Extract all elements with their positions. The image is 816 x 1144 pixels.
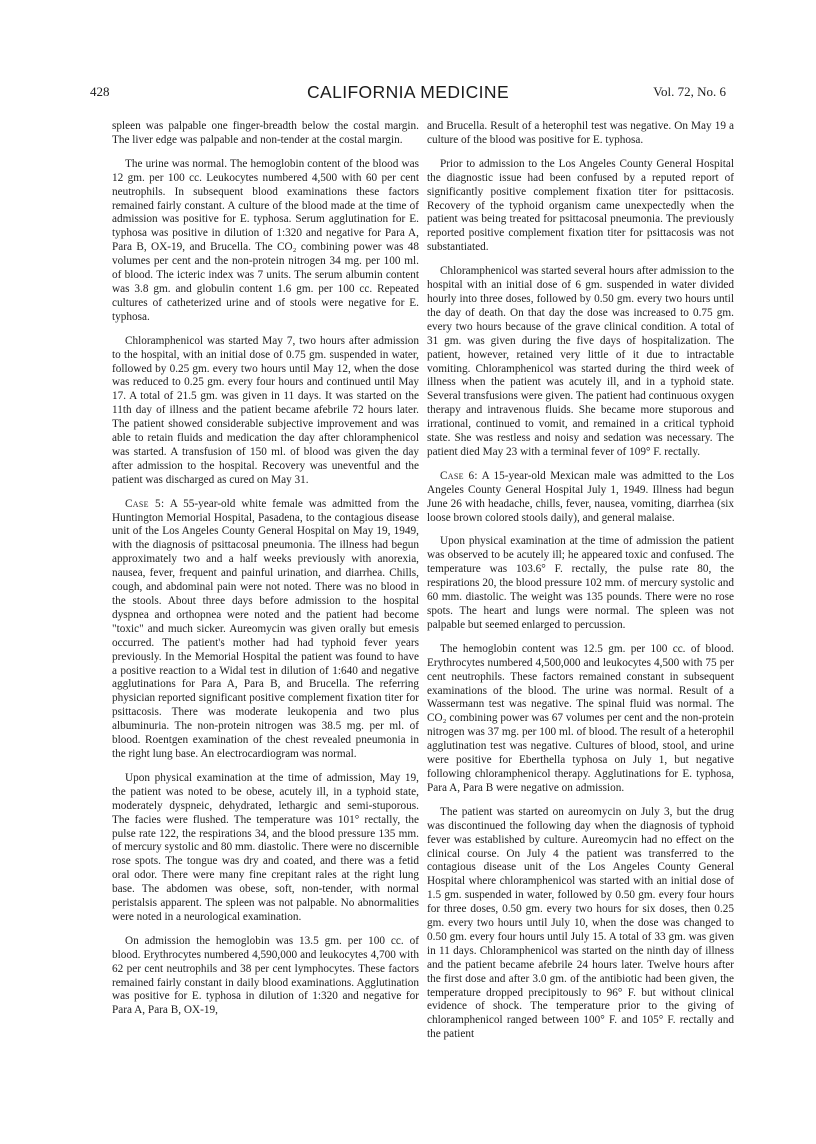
paragraph-aureomycin-case6: The patient was started on aureomycin on July 3, but the drug was discontinued the following day when the diagnosis of typhoid fever was established by culture. Aureomycin had no effect on the clinical course. On July 4 the patient was transferred to the contagious disease unit of the Los Angeles County General Hospital where chloramphenicol was started with an initial dose of 1.5 gm. suspended in water, followed by 0.50 gm. every four hours for three doses, 0.50 gm. every two hours for six doses, then 0.25 gm. every two hours until July 10, when the dose was changed to 0.50 gm. every four hours until July 15. A total of 33 gm. was given in 11 days. Chloramphenicol was started on the ninth day of illness and the patient became afebrile 24 hours later. Twelve hours after the first dose and after 3.0 gm. of the antibiotic had been given, the temperature dropped precipitously to 96° F. but without clinical evidence of shock. The temperature prior to the giving of chloramphenicol ranged between 100° F. and 105° F. rectally and the patient <box>427 805 734 1041</box>
running-head <box>90 82 726 106</box>
volume-issue: Vol. 72, No. 6 <box>653 84 726 99</box>
left-column <box>112 120 419 1028</box>
case-6-label: Case 6: <box>440 469 478 482</box>
page-number: 428 <box>90 84 110 99</box>
paragraph-chloramphenicol-case5: Chloramphenicol was started several hours after admission to the hospital with an initial dose of 6 gm. suspended in water divided hourly into three doses, followed by 0.50 gm. every two hours until the day of death. On that day the dose was increased to 0.75 gm. every two hours because of the grave clinical condition. A total of 31 gm. was given during the five days of hospitalization. The patient, however, retained very little of it due to intractable vomiting. Chloramphenicol was started during the third week of illness when the patient was acutely ill, and in a typhoid state. Several transfusions were given. The patient had continuous oxygen therapy and intravenous fluids. She became more stuporous and irrational, continued to vomit, and remained in a critical typhoid state. She was restless and noisy and sedation was necessary. The patient died May 23 with a terminal fever of 109° F. rectally. <box>427 265 734 458</box>
paragraph-case-6 <box>427 470 734 526</box>
case-5-label: Case 5: <box>125 497 165 510</box>
paragraph-brucella-continuation: and Brucella. Result of a heterophil test was negative. On May 19 a culture of the blood was positive for E. typhosa. <box>427 120 734 146</box>
case-6-text: A 15-year-old Mexican male was admitted to the Los Angeles County General Hospital July 1, 1949. Illness had begun June 26 with headache, chills, fever, nausea, vomiting, diarrhea (six loose brown colored stools daily), and general malaise. <box>427 469 734 524</box>
right-column <box>427 120 734 1052</box>
paragraph-case-5 <box>112 498 419 762</box>
paragraph-physical-exam-case6: Upon physical examination at the time of admission the patient was observed to be acutely ill; he appeared toxic and confused. The temperature was 103.6° F. rectally, the pulse rate 80, the respirations 20, the blood pressure 102 mm. of mercury systolic and 60 mm. diastolic. The weight was 135 pounds. There were no rose spots. The heart and lungs were normal. The spleen was not palpable but seemed enlarged to percussion. <box>427 535 734 631</box>
paragraph-laboratory-findings: The urine was normal. The hemoglobin content of the blood was 12 gm. per 100 cc. Leukocytes numbered 4,500 with 60 per cent neutrophils. In subsequent blood examinations these factors remained fairly constant. A culture of the blood made at the time of admission was positive for E. typhosa. Serum agglutination for E. typhosa was positive in dilution of 1:320 and negative for Para A, Para B, OX-19, and Brucella. The CO₂ combining power was 48 volumes per cent and the non-protein nitrogen 34 mg. per 100 ml. of blood. The icteric index was 7 units. The serum albumin content was 3.8 gm. and globulin content 1.6 gm. per 100 cc. Repeated cultures of catheterized urine and of stools were negative for E. typhosa. <box>112 157 419 323</box>
paragraph-diagnostic-issue: Prior to admission to the Los Angeles County General Hospital the diagnostic issue had been confused by a reputed report of significantly positive complement fixation titer for psittacosis. Recovery of the typhoid organism came unexpectedly when the patient was being treated for psittacosal pneumonia. The previously reported positive complement fixation titer for psittacosis was not substantiated. <box>427 157 734 254</box>
paragraph-physical-exam-case5: Upon physical examination at the time of admission, May 19, the patient was noted to be obese, acutely ill, in a typhoid state, moderately dyspneic, dehydrated, lethargic and semi-stuporous. The facies were flushed. The temperature was 101° rectally, the pulse rate 122, the respirations 34, and the blood pressure 135 mm. of mercury systolic and 80 mm. diastolic. There were no discernible rose spots. The tongue was dry and coated, and there was a fetid oral odor. There were many fine crepitant rales at the right lung base. The abdomen was obese, soft, non-tender, with normal peristalsis apparent. The spleen was not palpable. No abnormalities were noted in a neurological examination. <box>112 771 419 923</box>
paragraph-hemoglobin-case5: On admission the hemoglobin was 13.5 gm. per 100 cc. of blood. Erythrocytes numbered 4,590,000 and leukocytes 4,700 with 62 per cent neutrophils and 38 per cent lymphocytes. These factors remained fairly constant in daily blood examinations. Agglutination was positive for E. typhosa in dilution of 1:320 and negative for Para A, Para B, OX-19, <box>112 934 419 1017</box>
journal-title: CALIFORNIA MEDICINE <box>306 82 510 102</box>
case-5-text: A 55-year-old white female was admitted from the Huntington Memorial Hospital, Pasadena, to the contagious disease unit of the Los Angeles County General Hospital on May 19, 1949, with the diagnosis of psittacosal pneumonia. The illness had begun approximately two and a half weeks previously with anorexia, nausea, fever, frequent and painful urination, and diarrhea. Chills, cough, and abdominal pain were not noted. There was no blood in the stools. About three days before admission to the hospital dyspnea and orthopnea were noted and the patient had become "toxic" and much sicker. Aureomycin was given orally but emesis occurred. The patient's mother had had typhoid fever years previously. In the Memorial Hospital the patient was found to have a positive reaction to a Widal test in dilution of 1:640 and negative agglutinations for Para A, Para B, and Brucella. The referring physician reported significant positive complement fixation titer for psittacosis. There was moderate leukopenia and two plus albuminuria. The non-protein nitrogen was 38.5 mg. per ml. of blood. Roentgen examination of the chest revealed pneumonia in the right lung base. An electrocardiogram was normal. <box>112 497 420 760</box>
paragraph-hemoglobin-case6: The hemoglobin content was 12.5 gm. per 100 cc. of blood. Erythrocytes numbered 4,500,000 and leukocytes 4,500 with 75 per cent neutrophils. These factors remained constant in subsequent examinations of the blood. The urine was normal. Result of a Wassermann test was negative. The spinal fluid was normal. The CO₂ combining power was 67 volumes per cent and the non-protein nitrogen was 37 mg. per 100 ml. of blood. The result of a heterophil agglutination test was negative. Cultures of blood, stool, and urine were positive for Eberthella typhosa on July 1, but negative following chloramphenicol therapy. Agglutinations for E. typhosa, Para A, Para B were negative on admission. <box>427 642 734 794</box>
paragraph-chloramphenicol-case4: Chloramphenicol was started May 7, two hours after admission to the hospital, with an initial dose of 0.75 gm. suspended in water, followed by 0.25 gm. every two hours until May 12, when the dose was reduced to 0.25 gm. every four hours and continued until May 17. A total of 21.5 gm. was given in 11 days. It was started on the 11th day of illness and the patient became afebrile 72 hours later. The patient showed considerable subjective improvement and was able to retain fluids and medication the day after chloramphenicol was started. A transfusion of 150 ml. of blood was given the day after admission to the hospital. Recovery was uneventful and the patient was discharged as cured on May 31. <box>112 334 419 486</box>
paragraph-spleen-continuation: spleen was palpable one finger-breadth below the costal margin. The liver edge was palpable and non-tender at the costal margin. <box>112 120 419 146</box>
